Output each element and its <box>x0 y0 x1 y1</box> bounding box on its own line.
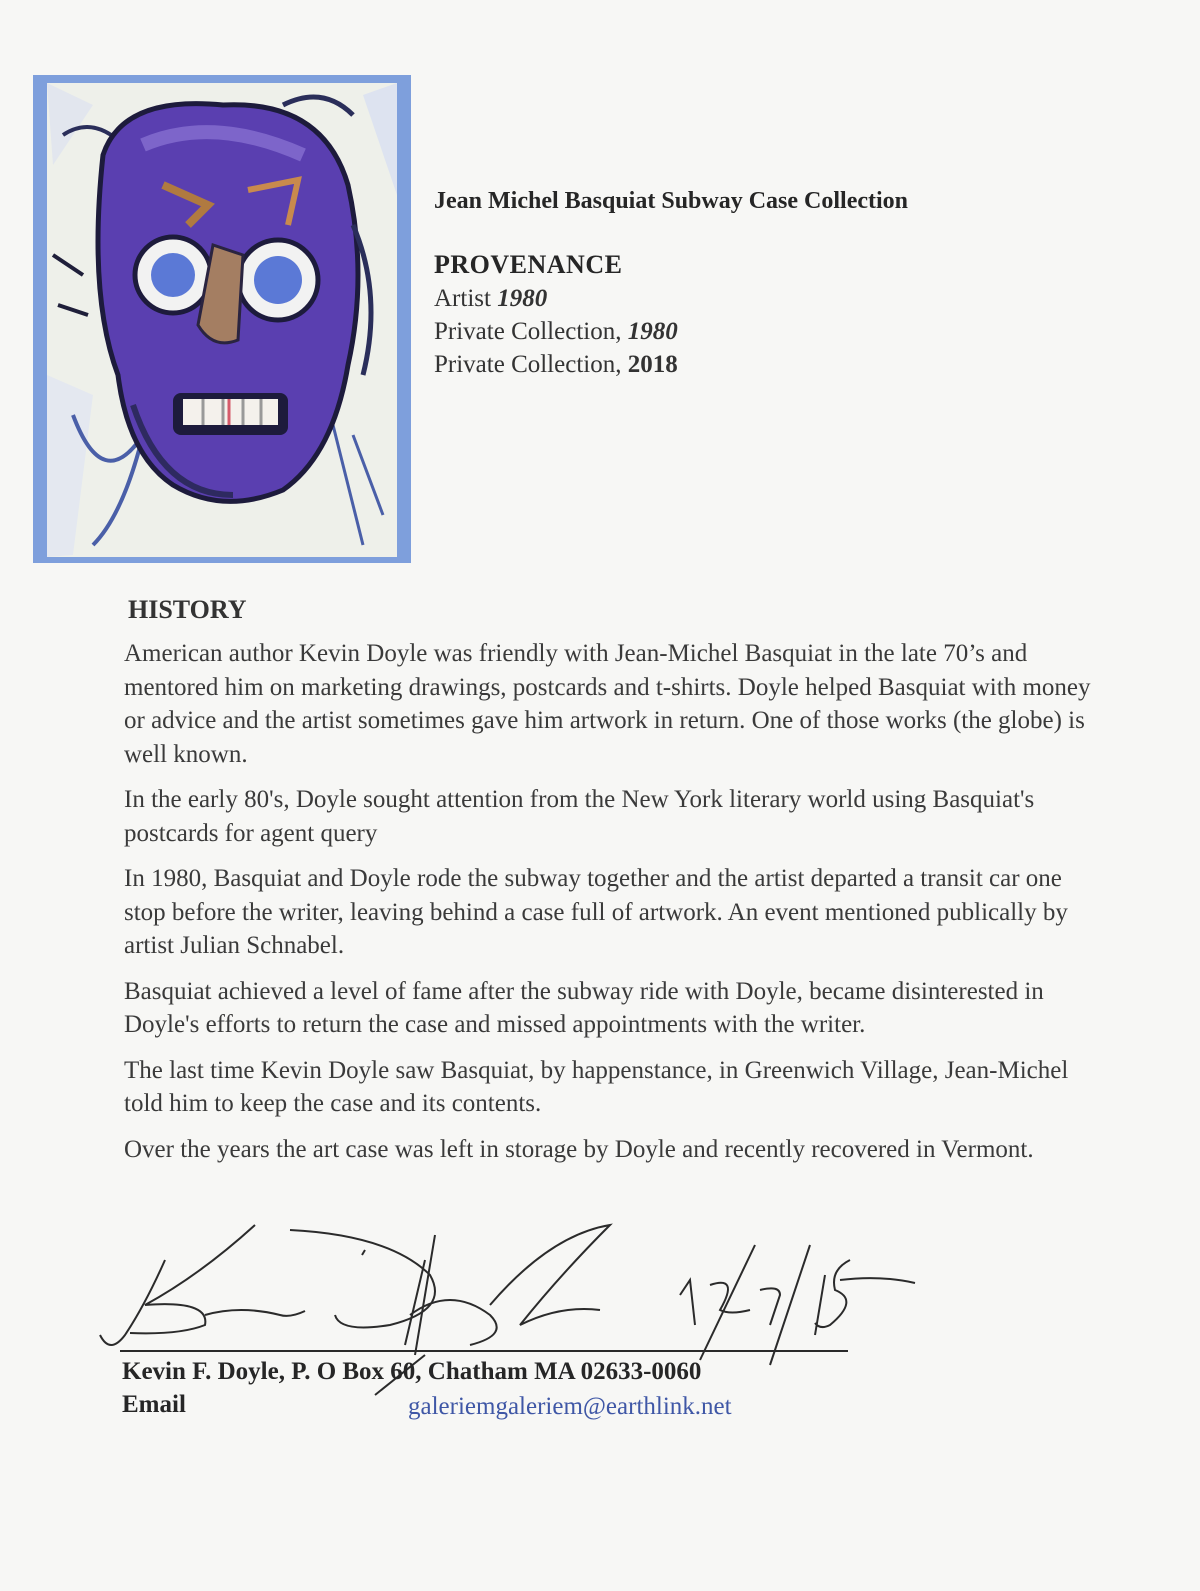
provenance-heading: PROVENANCE <box>434 250 623 279</box>
email-address: galeriemgaleriem@earthlink.net <box>408 1393 732 1420</box>
history-paragraph: In 1980, Basquiat and Doyle rode the subway together and the artist departed a transit car one stop before the writer, leaving behind a case full of artwork. An event mentioned publically by artist Julian Schnabel. <box>124 865 1068 959</box>
provenance-year: 1980 <box>497 285 548 312</box>
history-paragraph: Over the years the art case was left in storage by Doyle and recently recovered in Vermont. <box>124 1135 1034 1163</box>
provenance-entry <box>434 282 1154 315</box>
provenance-entry <box>434 348 1154 381</box>
title-block <box>434 184 1154 381</box>
history-paragraph: The last time Kevin Doyle saw Basquiat, by happenstance, in Greenwich Village, Jean-Michel told him to keep the case and its contents. <box>124 1056 1069 1117</box>
history-heading: HISTORY <box>128 595 247 624</box>
history-paragraph: American author Kevin Doyle was friendly with Jean-Michel Basquiat in the late 70’s and mentored him on marketing drawings, postcards and t-shirts. Doyle helped Basquiat with money or advice and the artist sometimes gave him artwork in return. One of those works (the globe) is well known. <box>124 640 1091 768</box>
provenance-label: Private Collection, <box>434 351 622 378</box>
provenance-label: Private Collection, <box>434 318 622 345</box>
provenance-label: Artist <box>434 285 491 312</box>
signature-line <box>120 1350 848 1352</box>
artwork-image <box>33 75 411 563</box>
document-title: Jean Michel Basquiat Subway Case Collection <box>434 188 909 214</box>
provenance-entry <box>434 315 1154 348</box>
history-paragraph: In the early 80's, Doyle sought attention from the New York literary world using Basquiat's postcards for agent query <box>124 786 1035 847</box>
provenance-year: 1980 <box>627 318 678 345</box>
email-label: Email <box>122 1391 186 1418</box>
history-paragraph: Basquiat achieved a level of fame after the subway ride with Doyle, became disinterested in Doyle's efforts to return the case and missed appointments with the writer. <box>124 977 1044 1038</box>
provenance-year: 2018 <box>627 351 678 378</box>
provenance-list <box>434 282 1154 381</box>
history-section <box>124 593 1104 1178</box>
contact-address: Kevin F. Doyle, P. O Box 60, Chatham MA 02633-0060 <box>122 1358 702 1385</box>
